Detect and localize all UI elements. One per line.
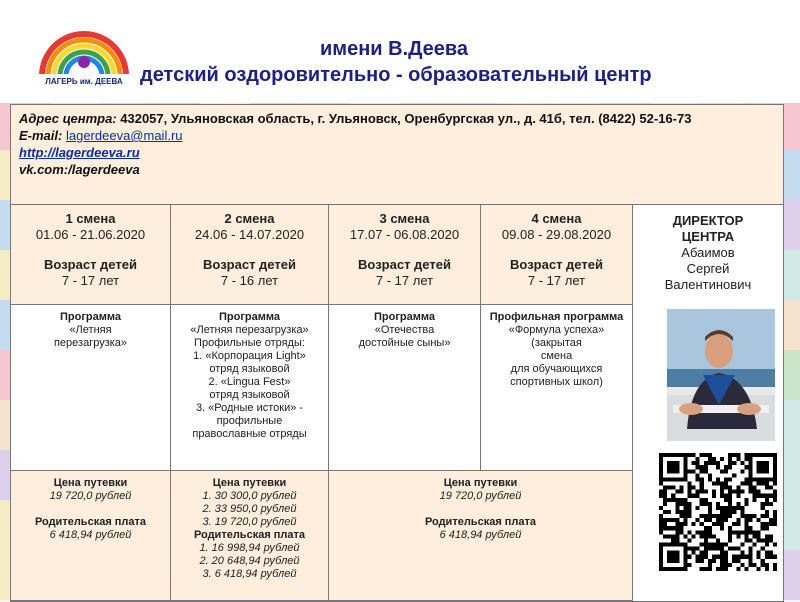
site-link[interactable] (19, 145, 140, 160)
program-line: «Летняя (69, 324, 112, 336)
price-value: 19 720,0 рублей (439, 490, 522, 502)
shift-name: 2 смена (224, 211, 275, 226)
program-line: профильные (216, 415, 283, 427)
header-title-line2: детский оздоровительно - образовательный центр (140, 64, 652, 86)
price-1 (11, 471, 171, 601)
program-line: 3. «Родные истоки» - (195, 402, 304, 414)
age-value: 7 - 17 лет (61, 273, 120, 288)
director-title-line2: ЦЕНТРА (681, 229, 735, 244)
price-head: Цена путевки (53, 477, 128, 489)
parent-fee-head: Родительская плата (424, 516, 537, 528)
parent-fee-value: 2. 20 648,94 рублей (199, 555, 300, 567)
program-line: спортивных школ) (510, 376, 603, 388)
shift-dates: 24.06 - 14.07.2020 (194, 227, 305, 242)
age-value: 7 - 16 лет (220, 273, 279, 288)
age-value: 7 - 17 лет (527, 273, 586, 288)
price-2 (171, 471, 329, 601)
program-head: Программа (373, 311, 435, 323)
age-value: 7 - 17 лет (375, 273, 434, 288)
shift-3 (329, 205, 481, 305)
shift-2 (171, 205, 329, 305)
program-line: для обучающихся (510, 363, 603, 375)
parent-fee-value: 1. 16 998,94 рублей (199, 542, 300, 554)
site-domain: lagerdeeva.ru (55, 145, 140, 160)
program-head: Программа (59, 311, 121, 323)
program-line: перезагрузка» (53, 337, 128, 349)
address-block (11, 105, 783, 205)
price-head: Цена путевки (443, 477, 518, 489)
program-head: Профильная программа (489, 311, 624, 323)
parent-fee-head: Родительская плата (34, 516, 147, 528)
parent-fee-value: 3. 6 418,94 рублей (202, 568, 297, 580)
shift-1 (11, 205, 171, 305)
shift-name: 3 смена (379, 211, 430, 226)
price-value: 3. 19 720,0 рублей (202, 516, 297, 528)
program-2 (171, 305, 329, 471)
program-4 (481, 305, 633, 471)
age-label: Возраст детей (203, 257, 296, 272)
email-link[interactable]: lagerdeeva@mail.ru (65, 128, 183, 143)
shift-4 (481, 205, 633, 305)
program-line: отряд языковой (209, 389, 290, 401)
program-line: (закрытая (531, 337, 582, 349)
shift-dates: 17.07 - 06.08.2020 (349, 227, 460, 242)
age-label: Возраст детей (510, 257, 603, 272)
price-3-4 (329, 471, 633, 601)
program-line: смена (540, 350, 573, 362)
vk-link: vk.com:/lagerdeeva (19, 162, 140, 177)
camp-logo (34, 18, 134, 88)
director-photo (667, 309, 775, 441)
logo-text: ЛАГЕРЬ им. ДЕЕВА (45, 77, 123, 86)
program-3 (329, 305, 481, 471)
page-header (0, 0, 800, 103)
info-table (10, 104, 784, 602)
parent-fee-value: 6 418,94 рублей (439, 529, 522, 541)
parent-fee-value: 6 418,94 рублей (49, 529, 132, 541)
director-surname: Абаимов (681, 245, 735, 260)
program-line: «Отечества (374, 324, 435, 336)
age-label: Возраст детей (358, 257, 451, 272)
address-text: 432057, Ульяновская область, г. Ульяновск, Оренбургская ул., д. 41б, тел. (8422) 52-16-73 (120, 111, 692, 126)
program-1 (11, 305, 171, 471)
age-label: Возраст детей (44, 257, 137, 272)
director-block (633, 205, 783, 601)
director-name: Сергей (686, 261, 730, 276)
shift-dates: 01.06 - 21.06.2020 (35, 227, 146, 242)
price-value: 1. 30 300,0 рублей (202, 490, 297, 502)
program-line: достойные сыны» (358, 337, 451, 349)
program-line: 2. «Lingua Fest» (208, 376, 291, 388)
price-value: 2. 33 950,0 рублей (202, 503, 297, 515)
program-line: отряд языковой (209, 363, 290, 375)
parent-fee-head: Родительская плата (193, 529, 306, 541)
shift-name: 4 смена (531, 211, 582, 226)
program-line: 1. «Корпорация Light» (193, 350, 306, 362)
program-line: «Формула успеха» (508, 324, 605, 336)
email-label: E-mail: (19, 128, 63, 143)
price-value: 19 720,0 рублей (49, 490, 132, 502)
program-head: Программа (218, 311, 280, 323)
director-patronymic: Валентинович (664, 277, 752, 292)
shift-name: 1 смена (65, 211, 116, 226)
program-line: Профильные отряды: (194, 337, 305, 349)
header-title-line1: имени В.Деева (320, 38, 469, 60)
address-label: Адрес центра: (19, 111, 117, 126)
program-line: православные отряды (192, 428, 307, 440)
shift-dates: 09.08 - 29.08.2020 (501, 227, 612, 242)
qr-code[interactable] (659, 453, 777, 571)
program-line: «Летняя перезагрузка» (190, 324, 309, 336)
director-title-line1: ДИРЕКТОР (672, 213, 744, 228)
site-prefix: http:// (19, 145, 56, 160)
price-head: Цена путевки (212, 477, 287, 489)
